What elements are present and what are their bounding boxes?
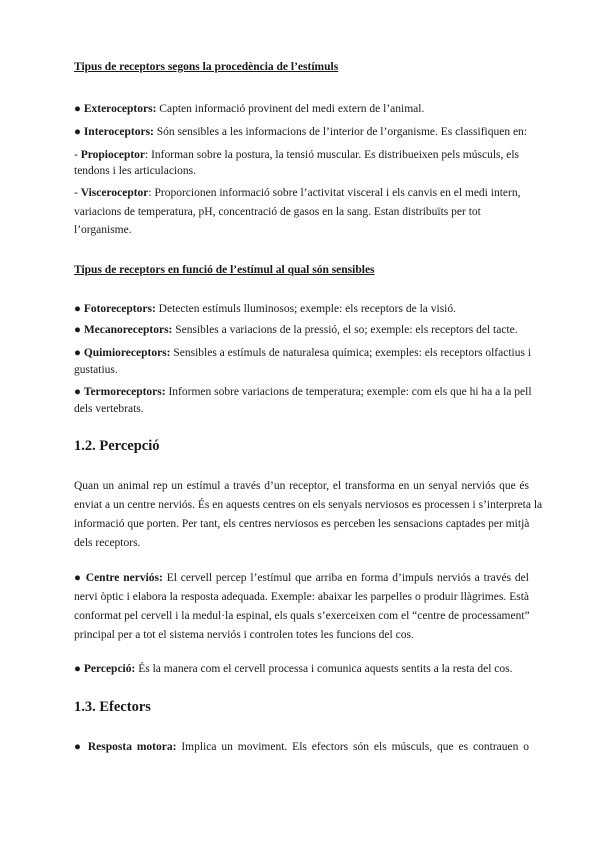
percepcio-paragraph-line3: informació que porten. Per tant, els centres nerviosos es perceben les sensacions captades per mitjà bbox=[74, 518, 530, 530]
definition-percepcio: És la manera com el cervell processa i comunica aquests sentits a la resta del cos. bbox=[135, 663, 513, 675]
definition-propioceptor-line2: tendons i les articulacions. bbox=[74, 165, 196, 177]
list-item-exteroceptors bbox=[74, 102, 424, 117]
term-centre-nervios: Centre nerviós: bbox=[85, 572, 163, 584]
section-title-percepcio: 1.2. Percepció bbox=[74, 438, 160, 454]
definition-centre-nervios-line4: principal per a tot el sistema nerviós i controlen totes les funcions del cos. bbox=[74, 629, 414, 641]
list-item-interoceptors bbox=[74, 125, 527, 140]
definition-exteroceptors: Capten informació provinent del medi extern de l’animal. bbox=[156, 103, 425, 115]
list-item-resposta-motora bbox=[74, 740, 529, 755]
term-percepcio: Percepció: bbox=[83, 663, 136, 675]
definition-centre-nervios-line1: El cervell percep l’estímul que arriba en forma d’impuls nerviós a través del bbox=[162, 572, 529, 584]
section-title-efectors: 1.3. Efectors bbox=[74, 699, 151, 715]
dash: - bbox=[74, 187, 81, 199]
percepcio-paragraph-line4: dels receptors. bbox=[74, 537, 141, 549]
term-quimioreceptors: Quimioreceptors: bbox=[83, 347, 171, 359]
definition-quimioreceptors-line2: gustatius. bbox=[74, 364, 118, 376]
heading-receptors-by-origin: Tipus de receptors segons la procedència de l’estímuls bbox=[74, 61, 339, 73]
definition-quimioreceptors-line1: Sensibles a estímuls de naturalesa química; exemples: els receptors olfactius i bbox=[170, 347, 532, 359]
bullet: ● bbox=[74, 663, 84, 675]
definition-visceroceptor-line3: l’organisme. bbox=[74, 224, 132, 236]
term-propioceptor: Propioceptor bbox=[80, 149, 146, 161]
definition-visceroceptor-line1: : Proporcionen informació sobre l’activitat visceral i els canvis en el medi intern, bbox=[148, 187, 521, 199]
definition-visceroceptor-line2: variacions de temperatura, pH, concentració de gasos en la sang. Estan distribuïts per tot bbox=[74, 206, 481, 218]
term-mecanoreceptors: Mecanoreceptors: bbox=[83, 324, 173, 336]
bullet: ● bbox=[74, 303, 84, 315]
term-interoceptors: Interoceptors: bbox=[83, 126, 154, 138]
bullet: ● bbox=[74, 347, 84, 359]
list-item-visceroceptor bbox=[74, 186, 520, 201]
term-termoreceptors: Termoreceptors: bbox=[83, 386, 166, 398]
heading-receptors-by-stimulus: Tipus de receptors en funció de l’estímul al qual són sensibles bbox=[74, 264, 375, 276]
term-exteroceptors: Exteroceptors: bbox=[83, 103, 157, 115]
definition-fotoreceptors: Detecten estímuls lluminosos; exemple: els receptors de la visió. bbox=[155, 303, 456, 315]
definition-resposta-motora-line1: Implica un moviment. Els efectors són els músculs, que es contrauen o bbox=[176, 741, 530, 753]
term-visceroceptor: Visceroceptor bbox=[80, 187, 149, 199]
definition-termoreceptors-line1: Informen sobre variacions de temperatura; exemple: com els que hi ha a la pell bbox=[165, 386, 532, 398]
list-item-quimioreceptors bbox=[74, 346, 531, 361]
definition-propioceptor-line1: : Informan sobre la postura, la tensió muscular. Es distribueixen pels músculs, els bbox=[145, 149, 520, 161]
list-item-fotoreceptors bbox=[74, 302, 456, 317]
bullet: ● bbox=[74, 741, 88, 753]
list-item-percepcio bbox=[74, 662, 512, 677]
term-resposta-motora: Resposta motora: bbox=[87, 741, 177, 753]
bullet: ● bbox=[74, 324, 84, 336]
list-item-termoreceptors bbox=[74, 385, 532, 400]
definition-centre-nervios-line2: nervi òptic i elabora la resposta adequada. Exemple: abaixar les parpelles o produir llàgrimes. Està bbox=[74, 591, 529, 603]
percepcio-paragraph-line1: Quan un animal rep un estímul a través d’un receptor, el transforma en un senyal nerviós que és bbox=[74, 480, 529, 492]
definition-centre-nervios-line3: conformat pel cervell i la medul·la espinal, els quals s’exerceixen com el “centre de processament” bbox=[74, 610, 530, 622]
bullet: ● bbox=[74, 386, 84, 398]
dash: - bbox=[74, 149, 81, 161]
bullet: ● bbox=[74, 572, 86, 584]
definition-interoceptors: Són sensibles a les informacions de l’interior de l’organisme. Es classifiquen en: bbox=[153, 126, 528, 138]
list-item-mecanoreceptors bbox=[74, 323, 518, 338]
bullet: ● bbox=[74, 103, 84, 115]
bullet: ● bbox=[74, 126, 84, 138]
term-fotoreceptors: Fotoreceptors: bbox=[83, 303, 156, 315]
list-item-propioceptor bbox=[74, 148, 519, 163]
percepcio-paragraph-line2: enviat a un centre nerviós. És en aquests centres on els senyals nerviosos es processen i s’interpreta la bbox=[74, 499, 543, 511]
list-item-centre-nervios bbox=[74, 571, 529, 586]
definition-mecanoreceptors: Sensibles a variacions de la pressió, el so; exemple: els receptors del tacte. bbox=[172, 324, 518, 336]
definition-termoreceptors-line2: dels vertebrats. bbox=[74, 403, 144, 415]
